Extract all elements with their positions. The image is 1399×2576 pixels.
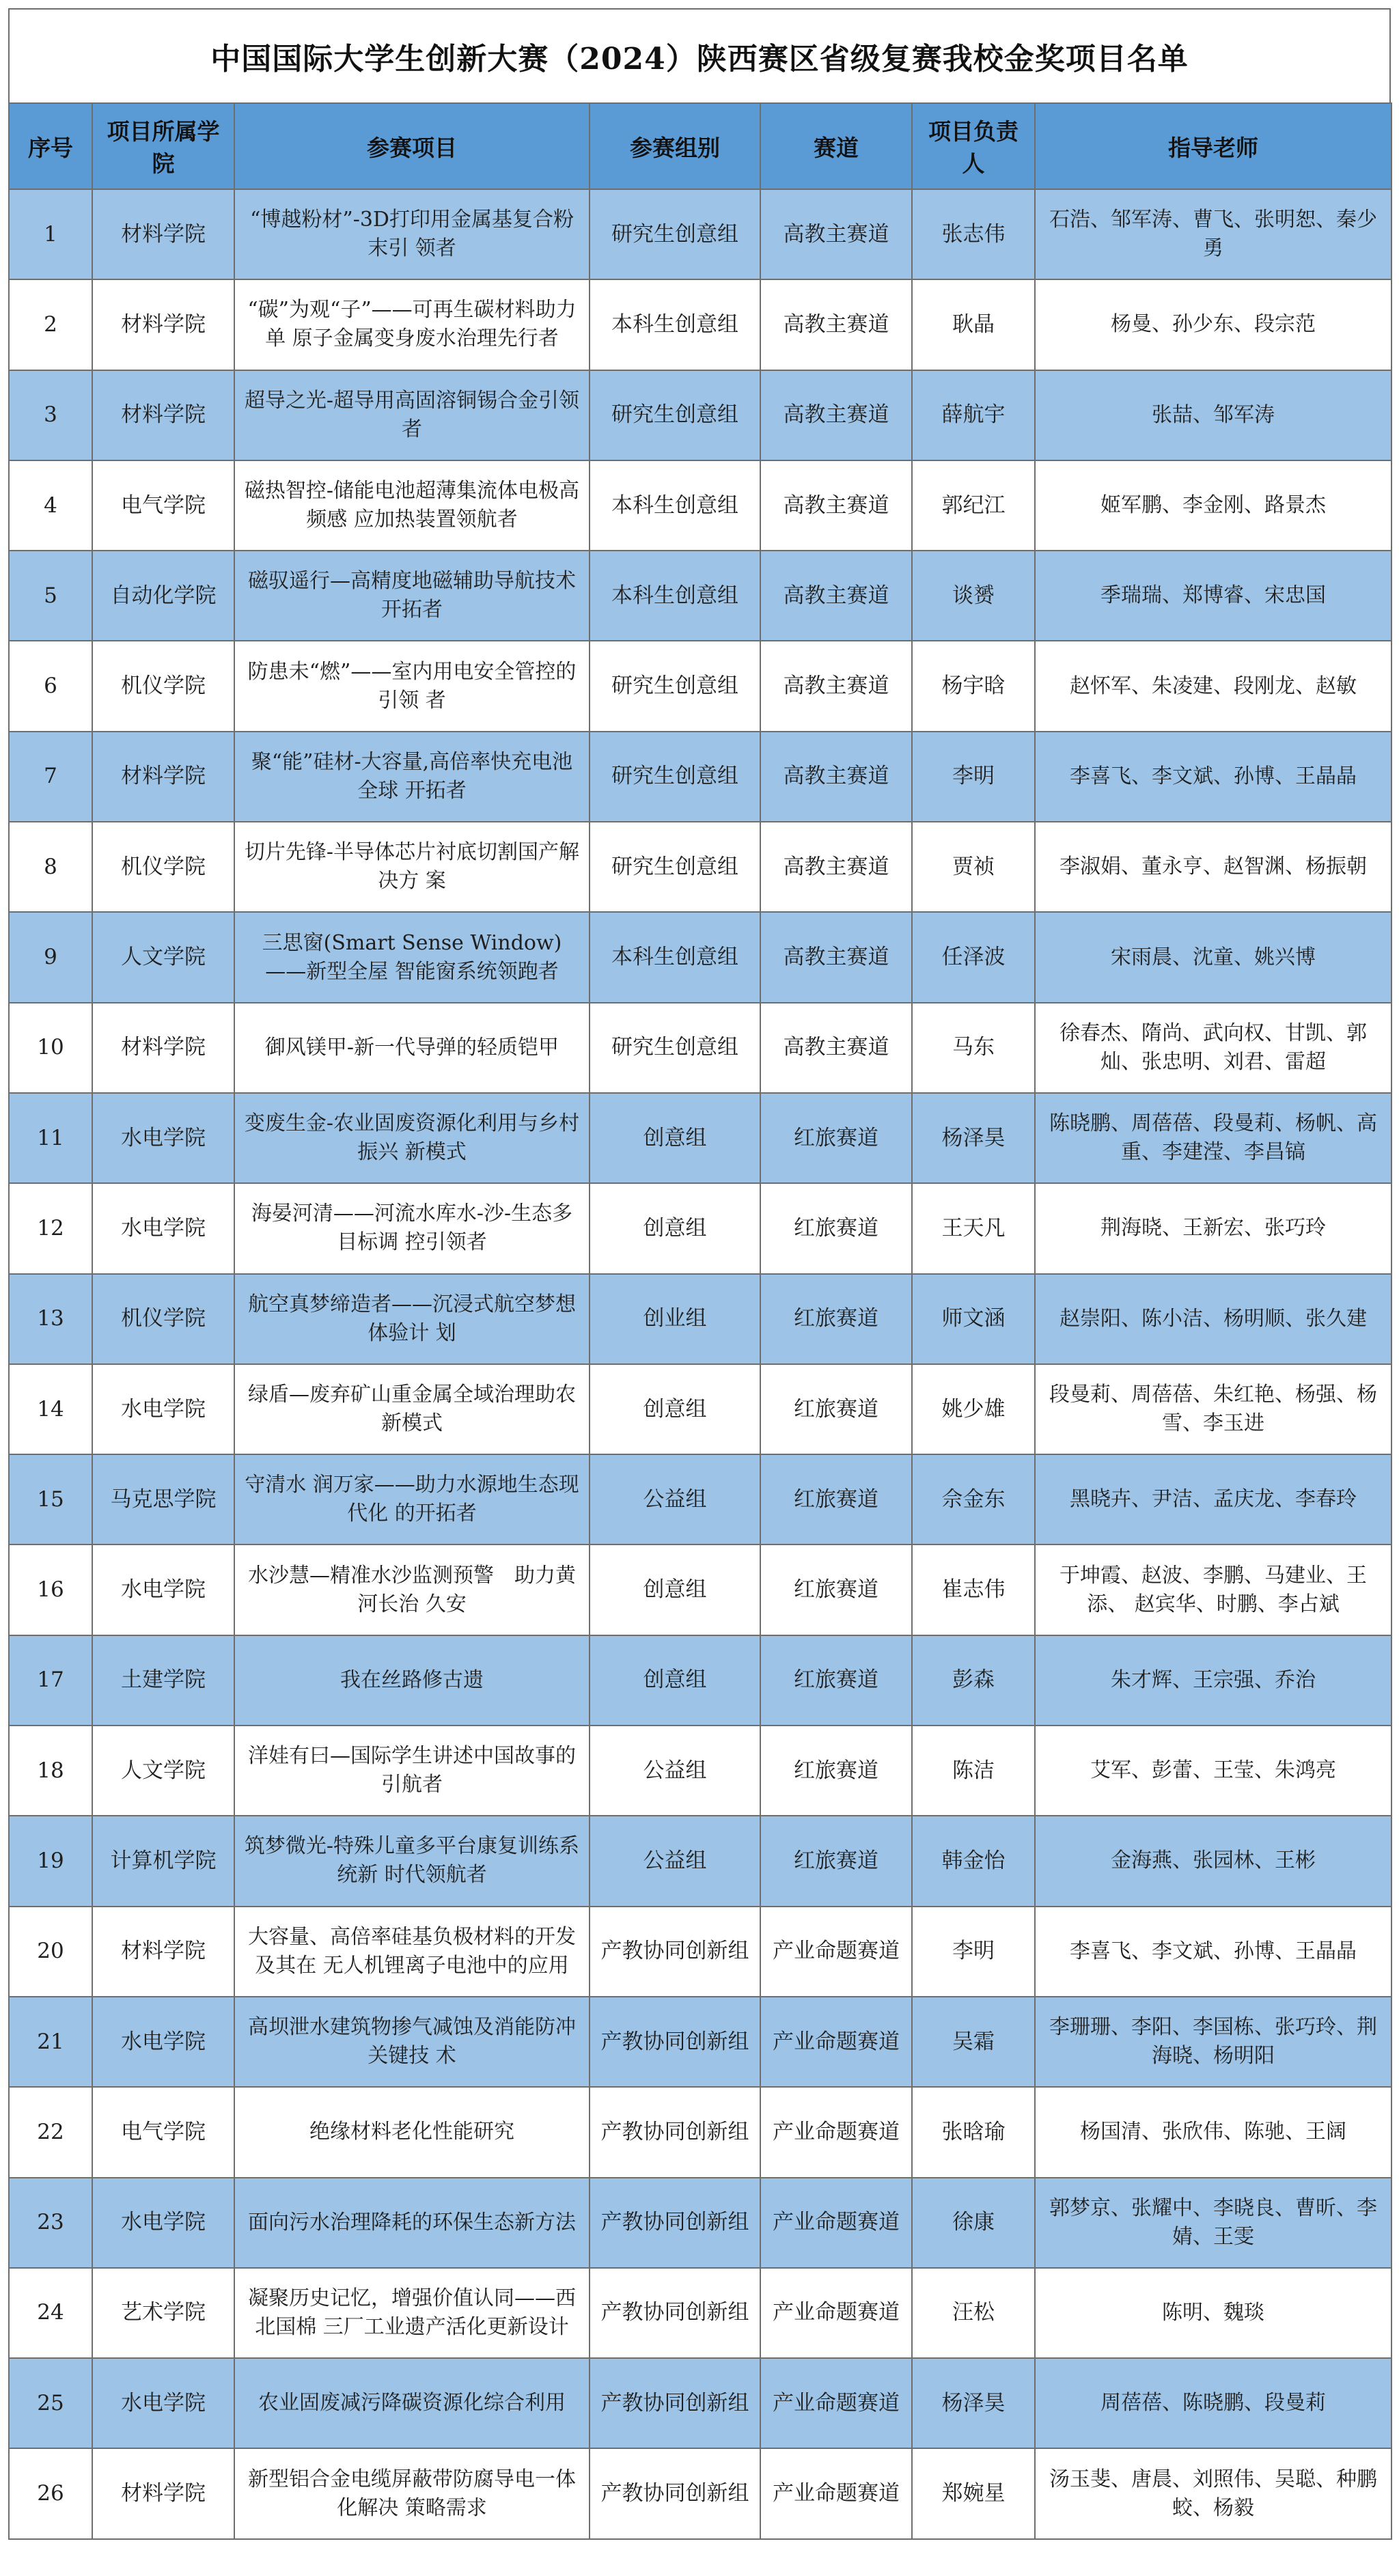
cell-track: 高教主赛道 (760, 370, 912, 460)
cell-advisors: 杨国清、张欣伟、陈驰、王阔 (1035, 2087, 1391, 2177)
cell-advisors: 赵怀军、朱凌建、段刚龙、赵敏 (1035, 641, 1391, 731)
cell-project: 变废生金-农业固废资源化利用与乡村振兴 新模式 (234, 1093, 590, 1183)
cell-track: 产业命题赛道 (760, 2358, 912, 2448)
cell-project: 三思窗(Smart Sense Window)——新型全屋 智能窗系统领跑者 (234, 912, 590, 1002)
cell-project: 御风镁甲-新一代导弹的轻质铠甲 (234, 1003, 590, 1093)
cell-no: 22 (9, 2087, 92, 2177)
cell-project: 水沙慧—精准水沙监测预警 助力黄河长治 久安 (234, 1545, 590, 1635)
cell-track: 高教主赛道 (760, 189, 912, 279)
cell-group: 产教协同创新组 (590, 2087, 760, 2177)
cell-leader: 崔志伟 (912, 1545, 1035, 1635)
cell-group: 本科生创意组 (590, 912, 760, 1002)
cell-college: 自动化学院 (92, 551, 234, 641)
cell-track: 高教主赛道 (760, 460, 912, 551)
cell-group: 创意组 (590, 1635, 760, 1726)
cell-college: 材料学院 (92, 189, 234, 279)
table-row (9, 1274, 1391, 1364)
cell-leader: 耿晶 (912, 279, 1035, 370)
header-college: 项目所属学院 (92, 103, 234, 189)
cell-advisors: 郭梦京、张耀中、李晓良、曹昕、李婧、王雯 (1035, 2178, 1391, 2268)
cell-college: 水电学院 (92, 1364, 234, 1454)
cell-project: 海晏河清——河流水库水-沙-生态多目标调 控引领者 (234, 1183, 590, 1273)
cell-group: 研究生创意组 (590, 822, 760, 912)
cell-no: 9 (9, 912, 92, 1002)
table-row (9, 1907, 1391, 1997)
cell-project: 凝聚历史记忆，增强价值认同——西北国棉 三厂工业遗产活化更新设计 (234, 2268, 590, 2358)
cell-advisors: 朱才辉、王宗强、乔治 (1035, 1635, 1391, 1726)
cell-leader: 汪松 (912, 2268, 1035, 2358)
cell-project: 磁热智控-储能电池超薄集流体电极高频感 应加热装置领航者 (234, 460, 590, 551)
cell-college: 材料学院 (92, 279, 234, 370)
cell-advisors: 李喜飞、李文斌、孙博、王晶晶 (1035, 732, 1391, 822)
table-header (9, 103, 1391, 189)
cell-track: 高教主赛道 (760, 1003, 912, 1093)
cell-college: 机仪学院 (92, 1274, 234, 1364)
cell-project: 绝缘材料老化性能研究 (234, 2087, 590, 2177)
cell-no: 11 (9, 1093, 92, 1183)
cell-track: 红旅赛道 (760, 1093, 912, 1183)
cell-college: 材料学院 (92, 732, 234, 822)
cell-no: 3 (9, 370, 92, 460)
cell-group: 创业组 (590, 1274, 760, 1364)
cell-leader: 薛航宇 (912, 370, 1035, 460)
cell-track: 高教主赛道 (760, 279, 912, 370)
cell-no: 17 (9, 1635, 92, 1726)
cell-project: “博越粉材”-3D打印用金属基复合粉末引 领者 (234, 189, 590, 279)
cell-advisors: 金海燕、张园林、王彬 (1035, 1816, 1391, 1906)
table-row (9, 189, 1391, 279)
cell-group: 产教协同创新组 (590, 2358, 760, 2448)
table-row (9, 1816, 1391, 1906)
cell-group: 研究生创意组 (590, 732, 760, 822)
table-row (9, 1545, 1391, 1635)
cell-advisors: 陈明、魏琰 (1035, 2268, 1391, 2358)
award-table (8, 102, 1392, 2540)
cell-college: 水电学院 (92, 1093, 234, 1183)
table-row (9, 1364, 1391, 1454)
cell-no: 16 (9, 1545, 92, 1635)
cell-track: 产业命题赛道 (760, 2268, 912, 2358)
cell-leader: 马东 (912, 1003, 1035, 1093)
cell-no: 25 (9, 2358, 92, 2448)
cell-group: 公益组 (590, 1726, 760, 1816)
table-row (9, 2358, 1391, 2448)
cell-track: 红旅赛道 (760, 1454, 912, 1545)
cell-project: 高坝泄水建筑物掺气减蚀及消能防冲关键技 术 (234, 1997, 590, 2087)
cell-leader: 姚少雄 (912, 1364, 1035, 1454)
cell-no: 12 (9, 1183, 92, 1273)
cell-track: 产业命题赛道 (760, 2448, 912, 2538)
cell-advisors: 荆海晓、王新宏、张巧玲 (1035, 1183, 1391, 1273)
cell-project: 面向污水治理降耗的环保生态新方法 (234, 2178, 590, 2268)
cell-track: 红旅赛道 (760, 1545, 912, 1635)
cell-track: 红旅赛道 (760, 1816, 912, 1906)
cell-college: 土建学院 (92, 1635, 234, 1726)
cell-project: 防患未“燃”——室内用电安全管控的引领 者 (234, 641, 590, 731)
cell-track: 红旅赛道 (760, 1364, 912, 1454)
cell-advisors: 周蓓蓓、陈晓鹏、段曼莉 (1035, 2358, 1391, 2448)
cell-no: 26 (9, 2448, 92, 2538)
header-row (9, 103, 1391, 189)
cell-project: 大容量、高倍率硅基负极材料的开发及其在 无人机锂离子电池中的应用 (234, 1907, 590, 1997)
cell-leader: 杨泽昊 (912, 1093, 1035, 1183)
cell-group: 创意组 (590, 1093, 760, 1183)
cell-project: 守清水 润万家——助力水源地生态现代化 的开拓者 (234, 1454, 590, 1545)
cell-college: 水电学院 (92, 2358, 234, 2448)
cell-college: 材料学院 (92, 1003, 234, 1093)
table-row (9, 1093, 1391, 1183)
cell-advisors: 李珊珊、李阳、李国栋、张巧玲、荆海晓、杨明阳 (1035, 1997, 1391, 2087)
cell-project: 切片先锋-半导体芯片衬底切割国产解决方 案 (234, 822, 590, 912)
cell-track: 产业命题赛道 (760, 1997, 912, 2087)
cell-project: 我在丝路修古遗 (234, 1635, 590, 1726)
cell-advisors: 石浩、邹军涛、曹飞、张明恕、秦少勇 (1035, 189, 1391, 279)
cell-project: “碳”为观“子”——可再生碳材料助力单 原子金属变身废水治理先行者 (234, 279, 590, 370)
cell-project: 磁驭遥行—高精度地磁辅助导航技术开拓者 (234, 551, 590, 641)
header-group: 参赛组别 (590, 103, 760, 189)
table-row (9, 1003, 1391, 1093)
cell-college: 电气学院 (92, 2087, 234, 2177)
cell-no: 8 (9, 822, 92, 912)
cell-group: 创意组 (590, 1364, 760, 1454)
cell-track: 高教主赛道 (760, 551, 912, 641)
cell-leader: 郭纪江 (912, 460, 1035, 551)
cell-no: 7 (9, 732, 92, 822)
cell-advisors: 徐春杰、隋尚、武向权、甘凯、郭灿、张忠明、刘君、雷超 (1035, 1003, 1391, 1093)
header-advisors: 指导老师 (1035, 103, 1391, 189)
cell-group: 公益组 (590, 1816, 760, 1906)
cell-group: 研究生创意组 (590, 1003, 760, 1093)
cell-leader: 王天凡 (912, 1183, 1035, 1273)
table-row (9, 1997, 1391, 2087)
table-row (9, 551, 1391, 641)
header-leader: 项目负责人 (912, 103, 1035, 189)
cell-group: 产教协同创新组 (590, 1907, 760, 1997)
cell-group: 研究生创意组 (590, 370, 760, 460)
cell-no: 6 (9, 641, 92, 731)
cell-college: 水电学院 (92, 1545, 234, 1635)
cell-no: 5 (9, 551, 92, 641)
cell-leader: 彭森 (912, 1635, 1035, 1726)
cell-no: 23 (9, 2178, 92, 2268)
cell-group: 创意组 (590, 1183, 760, 1273)
header-track: 赛道 (760, 103, 912, 189)
table-row (9, 641, 1391, 731)
cell-no: 14 (9, 1364, 92, 1454)
cell-advisors: 黑晓卉、尹洁、孟庆龙、李春玲 (1035, 1454, 1391, 1545)
table-row (9, 279, 1391, 370)
cell-project: 聚“能”硅材-大容量,高倍率快充电池全球 开拓者 (234, 732, 590, 822)
cell-project: 农业固废减污降碳资源化综合利用 (234, 2358, 590, 2448)
cell-leader: 陈洁 (912, 1726, 1035, 1816)
table-row (9, 1726, 1391, 1816)
cell-group: 本科生创意组 (590, 551, 760, 641)
cell-leader: 佘金东 (912, 1454, 1035, 1545)
cell-advisors: 陈晓鹏、周蓓蓓、段曼莉、杨帆、高重、李建滢、李昌镐 (1035, 1093, 1391, 1183)
cell-no: 10 (9, 1003, 92, 1093)
cell-college: 水电学院 (92, 2178, 234, 2268)
cell-track: 红旅赛道 (760, 1274, 912, 1364)
table-body (9, 189, 1391, 2539)
table-row (9, 912, 1391, 1002)
cell-no: 19 (9, 1816, 92, 1906)
cell-leader: 徐康 (912, 2178, 1035, 2268)
cell-leader: 谈赟 (912, 551, 1035, 641)
cell-track: 红旅赛道 (760, 1183, 912, 1273)
cell-leader: 李明 (912, 1907, 1035, 1997)
cell-college: 电气学院 (92, 460, 234, 551)
cell-group: 研究生创意组 (590, 189, 760, 279)
cell-group: 产教协同创新组 (590, 2448, 760, 2538)
cell-advisors: 于坤霞、赵波、李鹏、马建业、王添、 赵宾华、时鹏、李占斌 (1035, 1545, 1391, 1635)
cell-advisors: 赵崇阳、陈小洁、杨明顺、张久建 (1035, 1274, 1391, 1364)
cell-leader: 任泽波 (912, 912, 1035, 1002)
cell-leader: 张晗瑜 (912, 2087, 1035, 2177)
cell-leader: 杨泽昊 (912, 2358, 1035, 2448)
cell-advisors: 李喜飞、李文斌、孙博、王晶晶 (1035, 1907, 1391, 1997)
cell-advisors: 季瑞瑞、郑博睿、宋忠国 (1035, 551, 1391, 641)
cell-track: 红旅赛道 (760, 1635, 912, 1726)
cell-advisors: 汤玉斐、唐晨、刘照伟、吴聪、种鹏蛟、杨毅 (1035, 2448, 1391, 2538)
title-bar (8, 8, 1391, 102)
cell-advisors: 艾军、彭蕾、王莹、朱鸿亮 (1035, 1726, 1391, 1816)
cell-advisors: 宋雨晨、沈童、姚兴博 (1035, 912, 1391, 1002)
cell-leader: 杨宇晗 (912, 641, 1035, 731)
cell-college: 材料学院 (92, 2448, 234, 2538)
cell-project: 筑梦微光-特殊儿童多平台康复训练系统新 时代领航者 (234, 1816, 590, 1906)
cell-group: 本科生创意组 (590, 460, 760, 551)
cell-no: 20 (9, 1907, 92, 1997)
cell-group: 产教协同创新组 (590, 2178, 760, 2268)
cell-no: 15 (9, 1454, 92, 1545)
cell-college: 水电学院 (92, 1997, 234, 2087)
table-row (9, 732, 1391, 822)
cell-leader: 李明 (912, 732, 1035, 822)
cell-advisors: 姬军鹏、李金刚、路景杰 (1035, 460, 1391, 551)
cell-leader: 郑婉星 (912, 2448, 1035, 2538)
award-sheet (8, 8, 1391, 2540)
cell-group: 本科生创意组 (590, 279, 760, 370)
cell-track: 产业命题赛道 (760, 2178, 912, 2268)
page-title: 中国国际大学生创新大赛（2024）陕西赛区省级复赛我校金奖项目名单 (210, 42, 1189, 77)
cell-no: 4 (9, 460, 92, 551)
cell-track: 产业命题赛道 (760, 2087, 912, 2177)
table-row (9, 2268, 1391, 2358)
cell-track: 红旅赛道 (760, 1726, 912, 1816)
cell-college: 马克思学院 (92, 1454, 234, 1545)
cell-college: 材料学院 (92, 1907, 234, 1997)
cell-college: 人文学院 (92, 1726, 234, 1816)
cell-group: 公益组 (590, 1454, 760, 1545)
cell-project: 超导之光-超导用高固溶铜锡合金引领者 (234, 370, 590, 460)
table-row (9, 2087, 1391, 2177)
table-row (9, 1183, 1391, 1273)
cell-track: 高教主赛道 (760, 732, 912, 822)
cell-advisors: 段曼莉、周蓓蓓、朱红艳、杨强、杨雪、李玉进 (1035, 1364, 1391, 1454)
cell-track: 高教主赛道 (760, 641, 912, 731)
cell-college: 水电学院 (92, 1183, 234, 1273)
cell-college: 机仪学院 (92, 822, 234, 912)
cell-leader: 张志伟 (912, 189, 1035, 279)
table-row (9, 460, 1391, 551)
table-row (9, 1635, 1391, 1726)
table-row (9, 370, 1391, 460)
cell-no: 24 (9, 2268, 92, 2358)
header-no: 序号 (9, 103, 92, 189)
table-row (9, 2178, 1391, 2268)
cell-project: 洋娃有曰—国际学生讲述中国故事的引航者 (234, 1726, 590, 1816)
cell-leader: 师文涵 (912, 1274, 1035, 1364)
cell-no: 13 (9, 1274, 92, 1364)
cell-track: 高教主赛道 (760, 822, 912, 912)
cell-project: 新型铝合金电缆屏蔽带防腐导电一体化解决 策略需求 (234, 2448, 590, 2538)
cell-no: 18 (9, 1726, 92, 1816)
cell-leader: 贾祯 (912, 822, 1035, 912)
cell-project: 绿盾—废弃矿山重金属全域治理助农新模式 (234, 1364, 590, 1454)
cell-group: 研究生创意组 (590, 641, 760, 731)
cell-leader: 韩金怡 (912, 1816, 1035, 1906)
cell-college: 材料学院 (92, 370, 234, 460)
cell-advisors: 张喆、邹军涛 (1035, 370, 1391, 460)
cell-group: 产教协同创新组 (590, 1997, 760, 2087)
cell-no: 2 (9, 279, 92, 370)
cell-no: 21 (9, 1997, 92, 2087)
cell-college: 计算机学院 (92, 1816, 234, 1906)
cell-college: 人文学院 (92, 912, 234, 1002)
cell-advisors: 李淑娟、董永亨、赵智渊、杨振朝 (1035, 822, 1391, 912)
cell-advisors: 杨曼、孙少东、段宗范 (1035, 279, 1391, 370)
cell-project: 航空真梦缔造者——沉浸式航空梦想体验计 划 (234, 1274, 590, 1364)
cell-group: 产教协同创新组 (590, 2268, 760, 2358)
cell-college: 机仪学院 (92, 641, 234, 731)
header-project: 参赛项目 (234, 103, 590, 189)
cell-leader: 吴霜 (912, 1997, 1035, 2087)
cell-track: 产业命题赛道 (760, 1907, 912, 1997)
cell-group: 创意组 (590, 1545, 760, 1635)
cell-track: 高教主赛道 (760, 912, 912, 1002)
table-row (9, 2448, 1391, 2538)
cell-college: 艺术学院 (92, 2268, 234, 2358)
table-row (9, 822, 1391, 912)
cell-no: 1 (9, 189, 92, 279)
table-row (9, 1454, 1391, 1545)
